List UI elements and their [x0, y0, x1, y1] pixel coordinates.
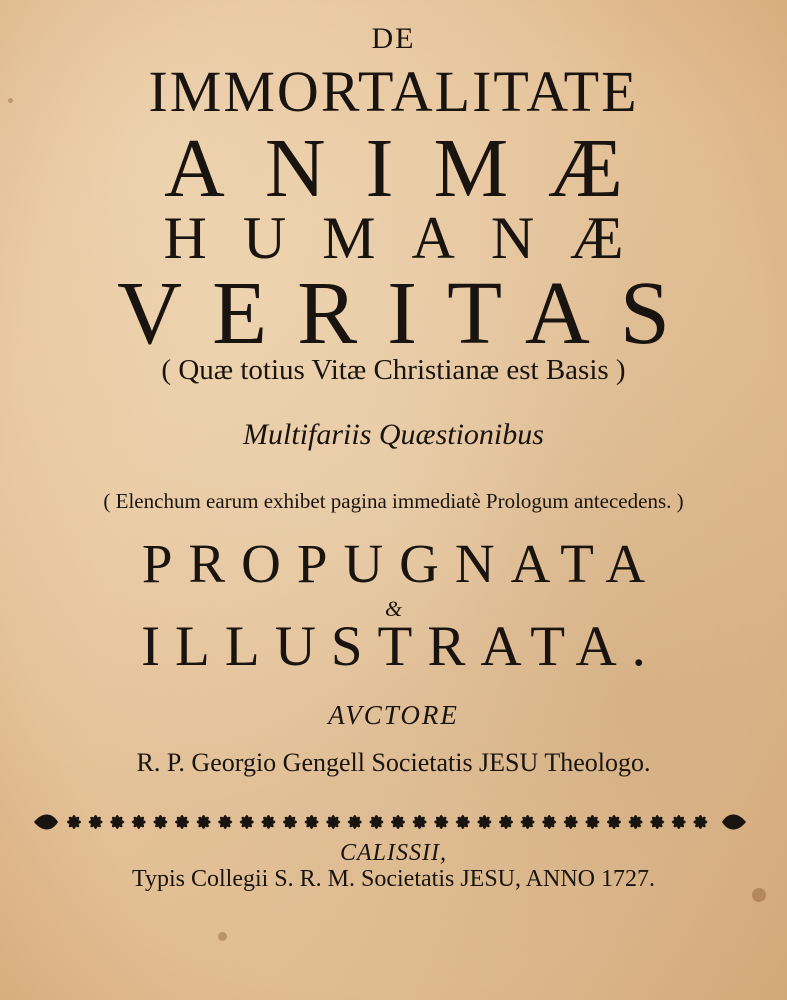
title-immortalitate: IMMORTALITATE [148, 59, 639, 124]
ornament-flower [672, 815, 686, 829]
ornament-flower [693, 815, 707, 829]
ornament-flower [499, 815, 513, 829]
ornament-flower [650, 815, 664, 829]
title-veritas: VERITAS [117, 264, 700, 363]
subtitle-multifariis: Multifariis Quæstionibus [243, 418, 544, 451]
imprint-line: Typis Collegii S. R. M. Societatis JESU, ANNO 1727. [131, 866, 656, 892]
title-ampersand: & [384, 596, 403, 621]
title-propugnata: PROPUGNATA [141, 533, 662, 594]
subtitle-parenthetical: ( Quæ totius Vitæ Christianæ est Basis ) [161, 354, 626, 386]
auctore-label: AVCTORE [328, 700, 459, 730]
ornament-flower [153, 815, 167, 829]
title-animae: ANIMÆ [164, 122, 663, 215]
ornament-flower [413, 815, 427, 829]
title-humanae: HUMANÆ [163, 205, 660, 271]
ornament-flower [542, 815, 556, 829]
ornament-flower [132, 815, 146, 829]
ornament-flower [434, 815, 448, 829]
ornament-divider [30, 807, 750, 837]
ornament-flower [607, 815, 621, 829]
ornament-flower [326, 815, 340, 829]
ornament-flower [629, 815, 643, 829]
ornament-flower [218, 815, 232, 829]
ornament-flower [456, 815, 470, 829]
ink-stain [218, 932, 227, 941]
ornament-flower [564, 815, 578, 829]
ornament-flower [521, 815, 535, 829]
title-de: DE [371, 22, 416, 55]
ornament-flower [240, 815, 254, 829]
subtitle-elenchum: ( Elenchum earum exhibet pagina immediatè Prologum antecedens. ) [103, 489, 684, 513]
ornament-flower [110, 815, 124, 829]
ornament-flower [305, 815, 319, 829]
ornament-flower [67, 815, 81, 829]
ornament-flower [348, 815, 362, 829]
ornament-flower [89, 815, 103, 829]
ornament-flower [175, 815, 189, 829]
title-illustrata: ILLUSTRATA. [141, 615, 661, 678]
imprint-place: CALISSII, [340, 840, 447, 866]
ornament-flower [391, 815, 405, 829]
ornament-flower [283, 815, 297, 829]
author-line: R. P. Georgio Gengell Societatis JESU Theologo. [136, 748, 651, 777]
ornament-flower [197, 815, 211, 829]
ornament-flower [261, 815, 275, 829]
ornament-flower [585, 815, 599, 829]
ornament-flower [369, 815, 383, 829]
ornament-flower [477, 815, 491, 829]
